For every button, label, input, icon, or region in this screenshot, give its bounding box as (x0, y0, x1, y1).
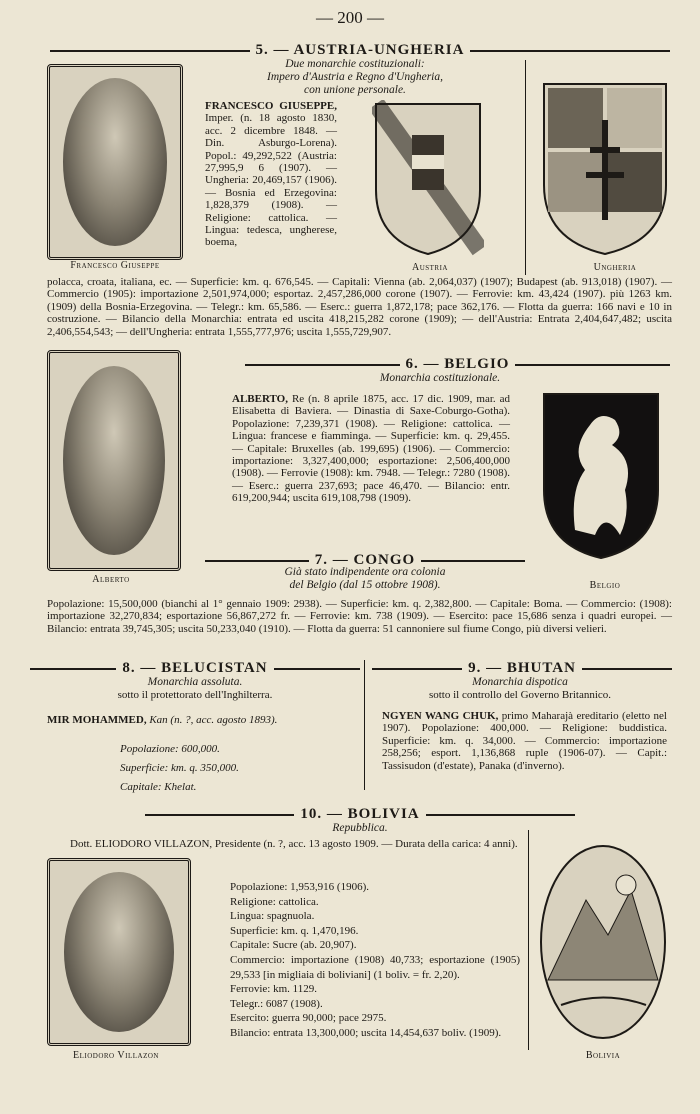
portrait-caption: Francesco Giuseppe (70, 260, 160, 271)
portrait-caption: Eliodoro Villazon (73, 1050, 159, 1061)
subtitle-line: Già stato indipendente ora colonia (284, 566, 446, 578)
arms-bolivia-oval-icon (536, 840, 670, 1045)
subtitle-line: Impero d'Austria e Regno d'Ungheria, (266, 71, 443, 83)
column-divider (525, 60, 526, 275)
section-body: polacca, croata, italiana, ec. — Superficie: km. q. 676,545. — Capitali: Vienna (ab. 2,064,037) (1907); Budapest (ab. 913,018) (1907). — Commercio (1905): importazione 2,501,974,000; esportaz. 2,457,286,000 corone (1907). — Ferrovie: km. 43,424 (1907). più 1263 km. (1909) della Bosnia-Erzegovina. — Telegr.: km. 65,586. — Eserc.: guerra 1,872,178; pace 362,176. — Flotta da guerra: 166 navi e 10 in costruzione. — Bilancio della Monarchia: entrata ed uscita 418,215,282 corone (1909); — dell'Austria: Entrata 2,404,647,482; uscita 2,406,554,543; — dell'Ungheria: entrata 1,555,777,976; uscita 1,555,729,907. (47, 276, 672, 338)
section-body: Popolazione: 15,500,000 (bianchi al 1° gennaio 1909: 2938). — Superficie: km. q. 2,382,800. — Capitale: Boma. — Commercio: (1908): importazione 32,270,834; esportazione 56,867,272 fr. — Ferrovie: km. 738 (1909). — Esercito: pace 15,686 senza i quadri europei. — Bilancio: entrata 39,745,305; uscita 50,233,040 (1910). — Flotta da guerra: 51 cannoniere sul fiume Congo, più diversi velieri. (47, 598, 672, 635)
stat-line: Esercito: guerra 90,000; pace 2975. (230, 1012, 387, 1025)
section-title: 7. — CONGO (314, 552, 416, 568)
ruler-entry (232, 393, 510, 505)
column-divider (364, 660, 365, 790)
stat-line: Popolazione: 600,000. (120, 743, 220, 755)
section-title: 10. — BOLIVIA (300, 806, 420, 822)
section-header-bolivia (145, 806, 575, 823)
subtitle-line: del Belgio (dal 15 ottobre 1908). (289, 579, 441, 591)
section-title: 8. — BELUCISTAN (122, 660, 268, 676)
portrait-caption: Alberto (92, 574, 130, 585)
ruler-name: FRANCESCO GIUSEPPE, (205, 100, 337, 112)
portrait-eliodoro-villazon (47, 858, 191, 1046)
stats-list (120, 740, 350, 797)
section-title: 9. — BHUTAN (468, 660, 576, 676)
section-subtitle (215, 566, 515, 592)
ruler-entry (205, 100, 337, 249)
section-line: sotto il controllo del Governo Britannico. (428, 689, 612, 701)
section-subtitle: Monarchia costituzionale. (379, 372, 501, 384)
stat-line: Commercio: importazione (1908) 40,733; esportazione (1905) 29,533 [in migliaia di boliviani] (1 boliv. = fr. 2,20). (230, 953, 520, 981)
stats-list (230, 880, 520, 1041)
stat-line: Ferrovie: km. 1129. (230, 983, 317, 996)
section-subtitle: Monarchia dispotica (472, 676, 568, 688)
section-line: sotto il protettorato dell'Inghilterra. (117, 689, 273, 701)
section-subtitle: Repubblica. (332, 822, 388, 834)
portrait-francesco-giuseppe (47, 64, 183, 260)
section-subtitle: Monarchia assoluta. (147, 676, 243, 688)
section-header-belucistan (30, 660, 360, 677)
ruler-name: NGYEN WANG CHUK, (382, 710, 499, 722)
section-title: 6. — BELGIO (405, 356, 510, 372)
arms-belgium-lion-shield-icon (540, 390, 662, 562)
stat-line: Lingua: spagnuola. (230, 910, 315, 923)
ruler-entry (47, 714, 357, 726)
ruler-text: Re (n. 8 aprile 1875, acc. 17 dic. 1909, mar. ad Elisabetta di Baviera. — Dinastia di Saxe-Coburgo-Gotha). Popolazione: 7,239,371 (1908). — Religione: cattolica. — Lingua: francese e fiamminga. — Superficie: km. q. 29,455. — Capitale: Bruxelles (ab. 199,695) (1906). — Commercio: importazione: 3,327,400,000; esportazione: 2,506,400,000 (1908). — Ferrovie (1908): km. 7948. — Telegr.: 7280 (1908). — Eserc.: guerra 237,693; pace 46,470. — Bilancio: entr. 619,200,944; uscita 619,108,798 (1909). (232, 393, 510, 505)
section-subtitle (230, 58, 480, 97)
stat-line: Superficie: km. q. 350,000. (120, 762, 239, 774)
section-header-bhutan (372, 660, 672, 677)
arms-hungary-shield-icon (540, 80, 670, 258)
arms-caption: Ungheria (593, 262, 637, 273)
ruler-text: Kan (n. ?, acc. agosto 1893). (149, 714, 278, 726)
arms-caption: Austria (411, 262, 448, 273)
portrait-alberto (47, 350, 181, 571)
stat-line: Bilancio: entrata 13,300,000; uscita 14,454,637 boliv. (1909). (230, 1026, 502, 1039)
page-number: — 200 — (316, 8, 384, 27)
ruler-name: MIR MOHAMMED, (47, 714, 147, 726)
subtitle-line: con unione personale. (304, 84, 406, 96)
arms-caption: Bolivia (585, 1050, 621, 1061)
stat-line: Capitale: Sucre (ab. 20,907). (230, 939, 357, 952)
ruler-entry: Dott. ELIODORO VILLAZON, Presidente (n. ?, acc. 13 agosto 1909. — Durata della carica: 4 anni). (70, 838, 518, 850)
ruler-name: ALBERTO, (232, 393, 288, 405)
stat-line: Religione: cattolica. (230, 895, 319, 908)
subtitle-line: Due monarchie costituzionali: (285, 58, 425, 70)
section-header-austria (50, 42, 670, 59)
section-header-belgio (245, 356, 670, 373)
ruler-entry (382, 710, 667, 772)
arms-austria-shield-icon (372, 100, 484, 258)
column-divider (528, 830, 529, 1050)
stat-line: Superficie: km. q. 1,470,196. (230, 924, 359, 937)
ruler-text: primo Maharajà ereditario (eletto nel 1907). Popolazione: 400,000. — Religione: buddistica. Superficie: km. q. 34,000. — Commercio: importazione 258,256; esport. 1,136,868 ruple (1906-07). — Capit.: Tassisudon (d'estate), Panaka (d'inverno). (382, 710, 667, 772)
stat-line: Popolazione: 1,953,916 (1906). (230, 881, 370, 893)
arms-caption: Belgio (589, 580, 621, 591)
stat-line: Capitale: Khelat. (120, 781, 197, 793)
ruler-text: Imper. (n. 18 agosto 1830, acc. 2 dicembre 1848. — Din. Asburgo-Lorena). Popol.: 49,292,522 (Austria: 27,995,9 6 (1907). — Ungheria: 20,469,157 (1906). — Bosnia ed Erzegovina: 1,828,379 (1908). — Religione: cattolica. — Lingua: tedesca, ungherese, boema, (205, 112, 337, 249)
section-title: 5. — AUSTRIA-UNGHERIA (255, 42, 465, 58)
stat-line: Telegr.: 6087 (1908). (230, 997, 323, 1010)
